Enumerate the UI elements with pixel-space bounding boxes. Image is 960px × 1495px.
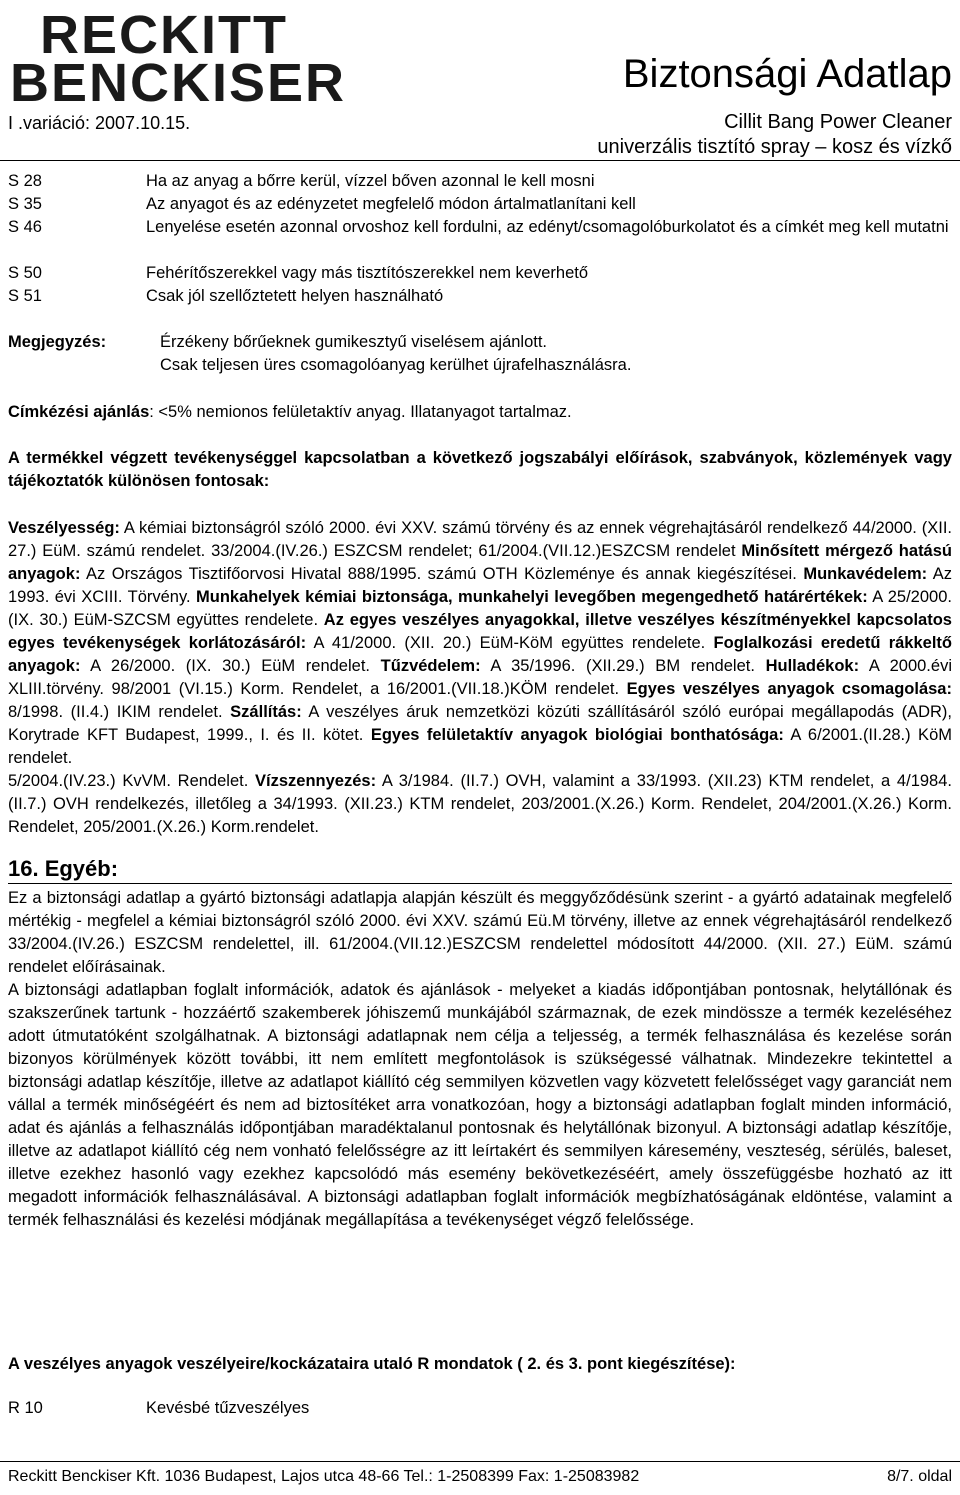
product-description: univerzális tisztító spray – kosz és vízkő [597, 136, 952, 158]
note-line: Csak teljesen üres csomagolóanyag kerülhet újrafelhasználásra. [160, 356, 632, 374]
reg-bold: Szállítás: [230, 703, 302, 721]
page-footer [8, 1466, 952, 1488]
s-phrase-row [8, 262, 952, 285]
s-phrase-code: S 46 [8, 218, 42, 236]
r-phrases-list [8, 1397, 952, 1420]
section16-paragraph: A biztonsági adatlapban foglalt információk, adatok és ajánlások - melyeket a kiadás időpontjában pontosnak, helytállónak és szakszerűnek tartunk - hozzáértő szakemberek jóhiszemű munkájából származnak, de ezek mindössze a termék kezeléséhez adott útmutatóként szolgálhatnak. A biztonsági adatlapnak nem célja a teljesség, a termék felhasználása és kezelése során bizonyos körülmények között további, itt nem említett megfontolások is szükségessé válhatnak. Mindezekre tekintettel a biztonsági adatlap készítője, illetve az adatlapot kiállító cég semmilyen közvetlen vagy közvetett felelősséget vagy garanciát nem vállal a termék minőségéért és nem ad biztosítéket arra vonatkozóan, hogy a biztonsági adatlapban foglalt minden információ, adat és ajánlás a felhasználás időpontjában maradéktalanul pontosnak és helytállónak bizonyul. A biztonsági adatlap készítője, illetve az adatlapot kiállító cég nem vonható felelősségre az itt leírtakért és semmilyen káresemény, veszteség, sérülés, baleset, illetve ezekhez hasonló vagy ezekhez kapcsolódó más esemény bekövetkezéséért, amely összefüggésbe hozható az itt megadott információk felhasználásával. A biztonsági adatlapban foglalt információk megbízhatóságának eldöntése, valamint a termék felhasználási és kezelési módjának megállapítása a tevékenységet végző felelőssége. [8, 981, 952, 1229]
footer-company: Reckitt Benckiser Kft. 1036 Budapest, Lajos utca 48-66 Tel.: 1-2508399 Fax: 1-25083982 [8, 1468, 640, 1485]
version-label: I .variáció: 2007.10.15. [8, 113, 191, 133]
header-divider [0, 160, 960, 161]
reg-text: A 35/1996. (XII.29.) BM rendelet. [480, 657, 766, 675]
reg-bold: Vízszennyezés: [255, 772, 377, 790]
reg-text: Az Országos Tisztifőorvosi Hivatal 888/1995. számú OTH Közleménye és annak kiegészítései. [80, 565, 804, 583]
s-phrase-code: S 28 [8, 172, 42, 190]
reg-bold: Az egyes veszélyes anyagokkal, illetve veszélyes készítményekkel kapcsolatos egyes tevékenységek korlátozásáról: [8, 611, 952, 652]
page-number: 8/7. oldal [887, 1468, 952, 1485]
r-phrase-code: R 10 [8, 1399, 43, 1417]
note-line: Érzékeny bőrűeknek gumikesztyű viselésem ajánlott. [160, 333, 548, 351]
section-divider [8, 883, 952, 884]
s-phrase-row [8, 216, 952, 262]
reg-text: A veszélyes áruk nemzetközi közúti szállításáról szóló európai megállapodás (ADR), Korytrade KFT Budapest, 1999., I. és II. kötet. [8, 703, 952, 744]
section16-body [8, 887, 952, 1232]
s-phrases-list [8, 170, 952, 308]
section16-paragraph: Ez a biztonsági adatlap a gyártó biztonsági adatlapja alapján készült és meggyőződésünk szerint - a gyártó adatainak megfelelő mértékig - megfelel a kémiai biztonságról szóló 2000. évi XXV. számú Eü.M törvény, illetve az ennek végrehajtásáról rendelkező 33/2004.(IV.26.) ESZCSM rendelettel, ill. 61/2004.(VII.12.)ESZCSM rendelettel módosított 44/2000. (XII. 27.) EüM. számú rendelet előírásainak. [8, 889, 952, 976]
s-phrase-code: S 51 [8, 287, 42, 305]
reg-text: 8/1998. (II.4.) IKIM rendelet. [8, 703, 231, 721]
product-name: Cillit Bang Power Cleaner [724, 111, 952, 133]
reg-bold: Veszélyesség: [8, 519, 120, 537]
reg-text: A 6/2001.(II.28.) KöM rendelet. [8, 726, 952, 767]
document-title: Biztonsági Adatlap [622, 52, 952, 96]
s-phrase-text: Az anyagot és az edényzetet megfelelő módon ártalmatlanítani kell [146, 195, 636, 213]
note-label: Megjegyzés: [8, 333, 107, 351]
s-phrase-text: Csak jól szellőztetett helyen használható [146, 287, 444, 305]
reg-bold: Munkahelyek kémiai biztonsága, munkahelyi levegőben megengedhető határértékek: [196, 588, 868, 606]
regulations-body [8, 517, 952, 839]
reg-text: A 25/2000. (IX. 30.) EüM-SZCSM együttes rendelete. [8, 588, 952, 629]
s-phrase-text: Ha az anyag a bőrre kerül, vízzel bőven azonnal le kell mosni [146, 172, 595, 190]
logo-line-1: RECKITT [40, 5, 288, 65]
note-text [160, 331, 950, 377]
reg-text: A 3/1984. (II.7.) OVH, valamint a 33/1993. (XII.23) KTM rendelet, a 4/1984. (II.7.) OVH rendelkezés, illetőleg a 34/1993. (XII.23.) KTM rendelet, 203/2001.(X.26.) Korm. Rendelet, 204/2001.(X.26.) Korm. Rendelet, 205/2001.(X.26.) Korm.rendelet. [8, 772, 952, 836]
r-phrases-title: A veszélyes anyagok veszélyeire/kockázataira utaló R mondatok ( 2. és 3. pont kiegészítése): [8, 1355, 736, 1373]
labeling-text: : <5% nemionos felületaktív anyag. Illatanyagot tartalmaz. [149, 403, 572, 421]
logo-line-2: BENCKISER [10, 53, 347, 113]
reg-text: A kémiai biztonságról szóló 2000. évi XXV. számú törvény és az ennek végrehajtásáról rendelkező 44/2000. (XII. 27.) EüM. számú rendelet. 33/2004.(IV.26.) ESZCSM rendelet; 61/2004.(VII.12.)ESZCSM rendelet [8, 519, 952, 560]
reg-text: 5/2004.(IV.23.) KvVM. Rendelet. [8, 772, 256, 790]
reg-bold: Egyes felületaktív anyagok biológiai bonthatósága: [370, 726, 784, 744]
reg-text: A 26/2000. (IX. 30.) EüM rendelet. [80, 657, 381, 675]
company-logo [10, 5, 347, 113]
s-phrase-code: S 35 [8, 195, 42, 213]
r-phrase-text: Kevésbé tűzveszélyes [146, 1399, 310, 1417]
footer-divider [0, 1461, 960, 1462]
s-phrase-code: S 50 [8, 264, 42, 282]
section-title: 16. Egyéb: [8, 856, 119, 881]
reg-bold: Hulladékok: [765, 657, 860, 675]
s-phrase-row [8, 170, 952, 193]
reg-bold: Egyes veszélyes anyagok csomagolása: [626, 680, 952, 698]
labeling-recommendation [8, 401, 952, 424]
reg-bold: Foglalkozási eredetű rákkeltő anyagok: [8, 634, 952, 675]
s-phrase-row [8, 285, 952, 308]
reg-bold: Tűzvédelem: [380, 657, 481, 675]
reg-text: Az 1993. évi XCIII. Törvény. [8, 565, 952, 606]
reg-text: A 2000.évi XLIII.törvény. 98/2001 (VI.15.) Korm. Rendelet, a 16/2001.(VII.18.)KÖM rendelet. [8, 657, 952, 698]
reg-bold: Munkavédelem: [803, 565, 928, 583]
regulations-intro: A termékkel végzett tevékenységgel kapcsolatban a következő jogszabályi előírások, szabványok, közlemények vagy tájékoztatók különösen fontosak: [8, 449, 952, 490]
labeling-label: Címkézési ajánlás [8, 403, 150, 421]
r-phrase-row [8, 1397, 952, 1420]
note-block [8, 331, 952, 377]
s-phrase-text: Fehérítőszerekkel vagy más tisztítószerekkel nem keverhető [146, 264, 589, 282]
s-phrase-text: Lenyelése esetén azonnal orvoshoz kell fordulni, az edényt/csomagolóburkolatot és a címkét meg kell mutatni [146, 218, 949, 236]
s-phrase-row [8, 193, 952, 216]
reg-bold: Minősített mérgező hatású anyagok: [8, 542, 952, 583]
reg-text: A 41/2000. (XII. 20.) EüM-KöM együttes rendelete. [306, 634, 714, 652]
